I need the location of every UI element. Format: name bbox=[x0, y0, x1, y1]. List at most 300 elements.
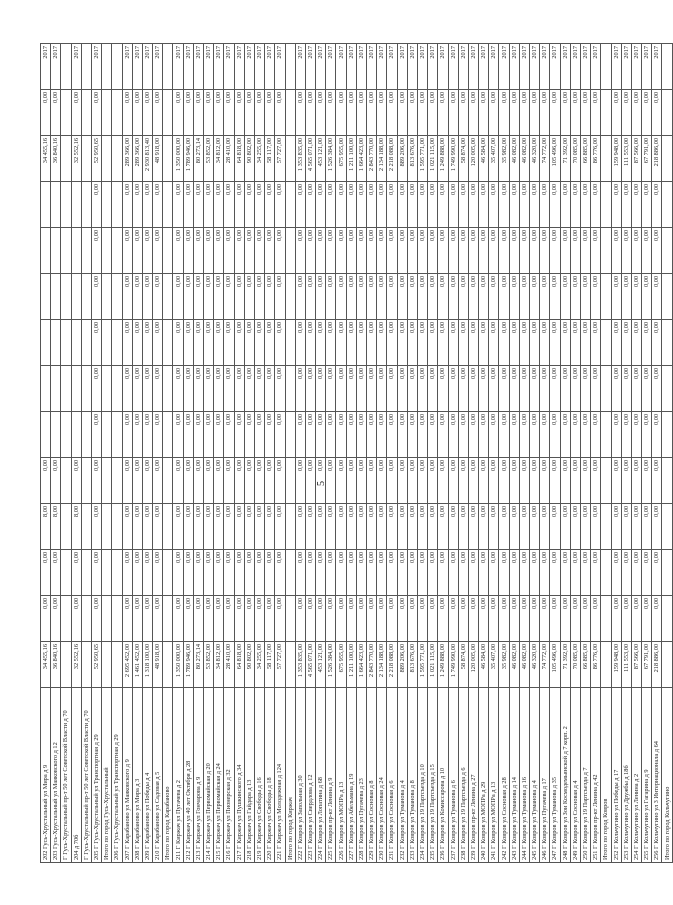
value-cell: 0,00 bbox=[631, 273, 641, 319]
value-cell: 0,00 bbox=[244, 319, 254, 365]
value-cell: 0,00 bbox=[489, 89, 499, 135]
value-cell: 0,00 bbox=[540, 181, 550, 227]
value-cell: 1 749 990,00 bbox=[448, 641, 458, 687]
address-cell: 234 Г Ковров ул 19 Партсъезда д 10 bbox=[417, 687, 427, 862]
address-cell: 218 Г Киржач ул Гайдара д 13 bbox=[244, 687, 254, 862]
value-cell: 0,00 bbox=[397, 549, 407, 595]
value-cell: 0,00 bbox=[305, 319, 315, 365]
value-cell: 0,00 bbox=[652, 181, 662, 227]
value-cell: 0,00 bbox=[305, 549, 315, 595]
value-cell: 0,00 bbox=[214, 549, 224, 595]
value-cell: 0,00 bbox=[448, 411, 458, 457]
value-cell: 0,00 bbox=[387, 503, 397, 549]
value-cell: 0,00 bbox=[652, 89, 662, 135]
value-cell: 0,00 bbox=[204, 273, 214, 319]
value-cell bbox=[163, 181, 173, 227]
value-cell bbox=[662, 503, 672, 549]
value-cell bbox=[662, 365, 672, 411]
value-cell: 0,00 bbox=[356, 181, 366, 227]
value-cell: 0,00 bbox=[580, 365, 590, 411]
address-cell: 225 Г Ковров пр-кт Ленина д 9 bbox=[326, 687, 336, 862]
value-cell bbox=[285, 135, 295, 181]
value-cell: 0,00 bbox=[417, 227, 427, 273]
value-cell bbox=[102, 595, 112, 641]
value-cell: 0,00 bbox=[254, 457, 264, 503]
value-cell: 0,00 bbox=[519, 89, 529, 135]
value-cell: 87 566,00 bbox=[631, 135, 641, 181]
value-cell bbox=[163, 273, 173, 319]
value-cell: 1 211 100,00 bbox=[346, 135, 356, 181]
value-cell bbox=[285, 273, 295, 319]
value-cell: 0,00 bbox=[540, 457, 550, 503]
value-cell bbox=[112, 181, 122, 227]
table-row bbox=[122, 43, 132, 862]
value-cell: 2017 bbox=[611, 43, 621, 89]
value-cell bbox=[163, 549, 173, 595]
value-cell: 0,00 bbox=[224, 549, 234, 595]
value-cell: 0,00 bbox=[224, 411, 234, 457]
table-row bbox=[41, 43, 51, 862]
value-cell: 2017 bbox=[275, 43, 285, 89]
value-cell: 0,00 bbox=[254, 365, 264, 411]
value-cell: 0,00 bbox=[428, 319, 438, 365]
value-cell: 0,00 bbox=[631, 503, 641, 549]
value-cell: 0,00 bbox=[417, 503, 427, 549]
value-cell: 0,00 bbox=[224, 319, 234, 365]
value-cell: 0,00 bbox=[448, 503, 458, 549]
value-cell: 0,00 bbox=[122, 595, 132, 641]
value-cell: 35 982,00 bbox=[499, 135, 509, 181]
value-cell: 0,00 bbox=[183, 273, 193, 319]
value-cell: 35 982,00 bbox=[499, 641, 509, 687]
value-cell: 0,00 bbox=[305, 273, 315, 319]
value-cell: 0,00 bbox=[407, 181, 417, 227]
value-cell: 0,00 bbox=[183, 227, 193, 273]
address-cell: 203 Гусь-Хрустальный ул Маяковского д 12 bbox=[51, 687, 61, 862]
value-cell bbox=[601, 89, 611, 135]
value-cell: 0,00 bbox=[193, 319, 203, 365]
value-cell: 0,00 bbox=[468, 549, 478, 595]
value-cell: 0,00 bbox=[254, 503, 264, 549]
value-cell: 0,00 bbox=[468, 595, 478, 641]
value-cell: 0,00 bbox=[244, 227, 254, 273]
value-cell bbox=[102, 549, 112, 595]
value-cell: 0,00 bbox=[336, 273, 346, 319]
value-cell: 0,00 bbox=[417, 89, 427, 135]
value-cell: 2017 bbox=[468, 43, 478, 89]
value-cell: 0,00 bbox=[254, 181, 264, 227]
value-cell: 0,00 bbox=[234, 457, 244, 503]
value-cell bbox=[662, 227, 672, 273]
value-cell: 0,00 bbox=[499, 273, 509, 319]
value-cell: 0,00 bbox=[305, 595, 315, 641]
value-cell: 0,00 bbox=[540, 273, 550, 319]
value-cell: 1 249 888,00 bbox=[438, 135, 448, 181]
address-cell: 208 Г Карабаново ул Мира д 3 bbox=[132, 687, 142, 862]
value-cell bbox=[81, 181, 91, 227]
value-cell: 0,00 bbox=[265, 319, 275, 365]
value-cell bbox=[102, 227, 112, 273]
value-cell: 0,00 bbox=[153, 457, 163, 503]
value-cell: 0,00 bbox=[652, 503, 662, 549]
value-cell: 0,00 bbox=[275, 365, 285, 411]
value-cell: 0,00 bbox=[254, 411, 264, 457]
value-cell: 2 134 188,00 bbox=[377, 641, 387, 687]
value-cell bbox=[102, 319, 112, 365]
value-cell: 0,00 bbox=[326, 319, 336, 365]
value-cell: 0,00 bbox=[91, 319, 101, 365]
address-cell: 215 Г Киржач ул Первомайская д 24 bbox=[214, 687, 224, 862]
value-cell: 66 885,00 bbox=[580, 135, 590, 181]
value-cell: 0,00 bbox=[142, 411, 152, 457]
value-cell: 2017 bbox=[295, 43, 305, 89]
value-cell: 0,00 bbox=[234, 227, 244, 273]
value-cell: 0,00 bbox=[132, 89, 142, 135]
value-cell: 1 318 100,00 bbox=[142, 641, 152, 687]
value-cell: 0,00 bbox=[519, 457, 529, 503]
value-cell: 0,00 bbox=[397, 457, 407, 503]
value-cell: 0,00 bbox=[326, 411, 336, 457]
value-cell: 0,00 bbox=[468, 319, 478, 365]
address-cell: 219 Г Киржач ул Свободы д 16 bbox=[254, 687, 264, 862]
value-cell bbox=[112, 549, 122, 595]
value-cell: 0,00 bbox=[367, 411, 377, 457]
address-cell: 228 Г Ковров ул Пугачева д 23 bbox=[356, 687, 366, 862]
value-cell: 2017 bbox=[652, 43, 662, 89]
value-cell: 0,00 bbox=[122, 319, 132, 365]
value-cell bbox=[601, 43, 611, 89]
value-cell: 0,00 bbox=[91, 503, 101, 549]
value-cell bbox=[601, 273, 611, 319]
value-cell: 0,00 bbox=[204, 365, 214, 411]
table-row bbox=[367, 43, 377, 862]
value-cell: 0,00 bbox=[591, 227, 601, 273]
address-cell: 207 Г Карабаново ул Маяковского д 9 bbox=[122, 687, 132, 862]
value-cell: 2017 bbox=[550, 43, 560, 89]
value-cell: 0,00 bbox=[356, 503, 366, 549]
value-cell: 0,00 bbox=[295, 227, 305, 273]
value-cell: 0,00 bbox=[489, 365, 499, 411]
value-cell: 0,00 bbox=[509, 595, 519, 641]
table-row bbox=[448, 43, 458, 862]
value-cell bbox=[102, 89, 112, 135]
value-cell bbox=[112, 457, 122, 503]
value-cell bbox=[61, 89, 71, 135]
value-cell: 1 353 835,00 bbox=[295, 135, 305, 181]
value-cell bbox=[81, 595, 91, 641]
value-cell: 0,00 bbox=[193, 595, 203, 641]
value-cell: 0,00 bbox=[356, 273, 366, 319]
value-cell: 0,00 bbox=[621, 273, 631, 319]
value-cell: 2017 bbox=[204, 43, 214, 89]
value-cell bbox=[81, 227, 91, 273]
value-cell: 0,00 bbox=[479, 181, 489, 227]
table-row bbox=[479, 43, 489, 862]
value-cell: 0,00 bbox=[458, 503, 468, 549]
value-cell: 0,00 bbox=[305, 89, 315, 135]
address-cell: 233 Г Ковров ул Туманова д 8 bbox=[407, 687, 417, 862]
value-cell: 0,00 bbox=[173, 89, 183, 135]
value-cell bbox=[601, 227, 611, 273]
value-cell: 0,00 bbox=[346, 319, 356, 365]
value-cell: 0,00 bbox=[254, 273, 264, 319]
table-row bbox=[112, 43, 122, 862]
value-cell bbox=[163, 641, 173, 687]
value-cell: 0,00 bbox=[387, 89, 397, 135]
value-cell: 0,00 bbox=[367, 273, 377, 319]
value-cell: 0,00 bbox=[438, 319, 448, 365]
value-cell bbox=[61, 503, 71, 549]
value-cell: 889 206,00 bbox=[397, 135, 407, 181]
value-cell bbox=[662, 43, 672, 89]
value-cell: 0,00 bbox=[265, 503, 275, 549]
value-cell: 0,00 bbox=[397, 89, 407, 135]
value-cell: 0,00 bbox=[387, 411, 397, 457]
value-cell: 0,00 bbox=[642, 503, 652, 549]
address-cell: 238 Г Ковров ул 19 Партсъезда д 6 bbox=[458, 687, 468, 862]
value-cell: 0,00 bbox=[295, 365, 305, 411]
value-cell: 0,00 bbox=[316, 549, 326, 595]
value-cell: 2017 bbox=[142, 43, 152, 89]
value-cell: 0,00 bbox=[458, 227, 468, 273]
value-cell: 0,00 bbox=[611, 319, 621, 365]
value-cell: 0,00 bbox=[570, 89, 580, 135]
value-cell: 2017 bbox=[193, 43, 203, 89]
value-cell: 0,00 bbox=[224, 181, 234, 227]
value-cell: 0,00 bbox=[570, 549, 580, 595]
value-cell: 0,00 bbox=[153, 319, 163, 365]
value-cell: 2017 bbox=[234, 43, 244, 89]
value-cell bbox=[285, 89, 295, 135]
value-cell: 0,00 bbox=[367, 549, 377, 595]
value-cell: 0,00 bbox=[611, 595, 621, 641]
value-cell: 0,00 bbox=[540, 89, 550, 135]
value-cell bbox=[662, 457, 672, 503]
value-cell: 0,00 bbox=[244, 549, 254, 595]
value-cell: 2017 bbox=[387, 43, 397, 89]
value-cell: 58 874,00 bbox=[458, 641, 468, 687]
value-cell: 0,00 bbox=[224, 595, 234, 641]
value-cell: 0,00 bbox=[132, 503, 142, 549]
value-cell: 0,00 bbox=[183, 595, 193, 641]
value-cell: 0,00 bbox=[224, 227, 234, 273]
table-row bbox=[275, 43, 285, 862]
address-cell: 205 Г Гусь-Хрустальный ул Транспортная д 29 bbox=[91, 687, 101, 862]
value-cell: 0,00 bbox=[377, 89, 387, 135]
value-cell: 0,00 bbox=[591, 457, 601, 503]
value-cell: 0,00 bbox=[489, 457, 499, 503]
value-cell: 90 802,00 bbox=[244, 641, 254, 687]
value-cell: 0,00 bbox=[580, 549, 590, 595]
value-cell: 0,00 bbox=[326, 365, 336, 411]
value-cell bbox=[601, 365, 611, 411]
value-cell: 0,00 bbox=[316, 181, 326, 227]
value-cell: 0,00 bbox=[428, 457, 438, 503]
value-cell bbox=[285, 43, 295, 89]
value-cell: 0,00 bbox=[631, 457, 641, 503]
value-cell: 8,00 bbox=[71, 503, 81, 549]
value-cell bbox=[81, 503, 91, 549]
value-cell: 0,00 bbox=[204, 227, 214, 273]
value-cell: 0,00 bbox=[367, 89, 377, 135]
value-cell bbox=[285, 595, 295, 641]
value-cell: 0,00 bbox=[153, 89, 163, 135]
table-row bbox=[438, 43, 448, 862]
table-row bbox=[560, 43, 570, 862]
value-cell: 1 353 835,00 bbox=[295, 641, 305, 687]
table-row bbox=[244, 43, 254, 862]
value-cell: 0,00 bbox=[51, 549, 61, 595]
value-cell: 0,00 bbox=[560, 503, 570, 549]
address-cell: 250 Г Ковров ул 19 Партсъезда д 7 bbox=[580, 687, 590, 862]
value-cell: 0,00 bbox=[265, 549, 275, 595]
value-cell: 0,00 bbox=[397, 503, 407, 549]
value-cell: 0,00 bbox=[652, 319, 662, 365]
address-cell: 222 Г Ковров ул Запольная д 30 bbox=[295, 687, 305, 862]
value-cell: 0,00 bbox=[173, 181, 183, 227]
value-cell: 0,00 bbox=[91, 227, 101, 273]
value-cell: 0,00 bbox=[204, 181, 214, 227]
value-cell: 0,00 bbox=[550, 457, 560, 503]
value-cell: 0,00 bbox=[519, 227, 529, 273]
value-cell: 0,00 bbox=[448, 549, 458, 595]
value-cell: 0,00 bbox=[244, 457, 254, 503]
value-cell bbox=[51, 365, 61, 411]
address-cell: 232 Г Ковров ул Туманова д 4 bbox=[397, 687, 407, 862]
address-cell: 243 Г Ковров ул Туманова д 14 bbox=[509, 687, 519, 862]
value-cell bbox=[61, 135, 71, 181]
value-cell: 2017 bbox=[356, 43, 366, 89]
value-cell: 35 407,00 bbox=[489, 641, 499, 687]
value-cell: 675 955,00 bbox=[336, 641, 346, 687]
value-cell: 2017 bbox=[305, 43, 315, 89]
table-row bbox=[265, 43, 275, 862]
value-cell: 0,00 bbox=[214, 365, 224, 411]
value-cell: 0,00 bbox=[326, 457, 336, 503]
value-cell bbox=[662, 595, 672, 641]
value-cell: 0,00 bbox=[611, 181, 621, 227]
value-cell: 0,00 bbox=[244, 181, 254, 227]
address-cell: 252 Г Кольчугино ул Победы д 17 bbox=[611, 687, 621, 862]
value-cell: 0,00 bbox=[479, 365, 489, 411]
value-cell: 46 082,00 bbox=[509, 135, 519, 181]
value-cell: 0,00 bbox=[387, 273, 397, 319]
value-cell: 87 566,00 bbox=[631, 641, 641, 687]
value-cell: 0,00 bbox=[519, 273, 529, 319]
value-cell: 0,00 bbox=[407, 89, 417, 135]
value-cell: 2017 bbox=[540, 43, 550, 89]
value-cell: 2017 bbox=[458, 43, 468, 89]
value-cell: 0,00 bbox=[560, 181, 570, 227]
value-cell: 0,00 bbox=[71, 595, 81, 641]
value-cell: 218 886,00 bbox=[652, 641, 662, 687]
address-cell: 251 Г Ковров пр-кт Ленина д 42 bbox=[591, 687, 601, 862]
table-row bbox=[132, 43, 142, 862]
value-cell: 0,00 bbox=[387, 365, 397, 411]
value-cell bbox=[41, 365, 51, 411]
value-cell: 0,00 bbox=[489, 595, 499, 641]
value-cell: 46 584,00 bbox=[479, 641, 489, 687]
value-cell: 0,00 bbox=[570, 319, 580, 365]
value-cell: 0,00 bbox=[611, 227, 621, 273]
value-cell: 0,00 bbox=[305, 227, 315, 273]
value-cell: 0,00 bbox=[234, 365, 244, 411]
value-cell: 46 082,00 bbox=[519, 641, 529, 687]
value-cell: 0,00 bbox=[489, 181, 499, 227]
value-cell: 0,00 bbox=[540, 227, 550, 273]
value-cell: 0,00 bbox=[642, 365, 652, 411]
value-cell: 0,00 bbox=[132, 595, 142, 641]
value-cell: 0,00 bbox=[499, 365, 509, 411]
value-cell: 0,00 bbox=[356, 227, 366, 273]
value-cell: 0,00 bbox=[214, 273, 224, 319]
value-cell: 0,00 bbox=[91, 549, 101, 595]
value-cell bbox=[112, 227, 122, 273]
value-cell: 0,00 bbox=[631, 549, 641, 595]
value-cell: 0,00 bbox=[468, 89, 478, 135]
value-cell bbox=[601, 135, 611, 181]
value-cell: 0,00 bbox=[41, 89, 51, 135]
table-row bbox=[407, 43, 417, 862]
value-cell: 0,00 bbox=[244, 89, 254, 135]
value-cell: 0,00 bbox=[509, 503, 519, 549]
value-cell: 0,00 bbox=[580, 411, 590, 457]
table-row bbox=[295, 43, 305, 862]
value-cell: 0,00 bbox=[336, 89, 346, 135]
value-cell bbox=[51, 273, 61, 319]
value-cell: 32 552,16 bbox=[71, 135, 81, 181]
value-cell bbox=[601, 457, 611, 503]
value-cell: 0,00 bbox=[346, 549, 356, 595]
value-cell: 111 553,00 bbox=[621, 641, 631, 687]
value-cell: 58 117,00 bbox=[265, 135, 275, 181]
value-cell: 0,00 bbox=[580, 273, 590, 319]
value-cell: 0,00 bbox=[652, 595, 662, 641]
value-cell: 2 930 813,40 bbox=[142, 135, 152, 181]
table-row bbox=[71, 43, 81, 862]
value-cell bbox=[163, 457, 173, 503]
value-cell bbox=[112, 411, 122, 457]
value-cell: 0,00 bbox=[428, 549, 438, 595]
value-cell: 0,00 bbox=[428, 181, 438, 227]
value-cell bbox=[41, 273, 51, 319]
value-cell: 0,00 bbox=[489, 227, 499, 273]
value-cell: 0,00 bbox=[428, 503, 438, 549]
value-cell: 0,00 bbox=[580, 227, 590, 273]
value-cell: 2 218 088,00 bbox=[387, 135, 397, 181]
value-cell: 0,00 bbox=[560, 411, 570, 457]
value-cell: 0,00 bbox=[183, 549, 193, 595]
value-cell: 0,00 bbox=[530, 89, 540, 135]
value-cell: 2017 bbox=[642, 43, 652, 89]
value-cell: 0,00 bbox=[336, 181, 346, 227]
value-cell: 0,00 bbox=[153, 181, 163, 227]
value-cell: 2017 bbox=[519, 43, 529, 89]
value-cell: 0,00 bbox=[183, 365, 193, 411]
value-cell: 0,00 bbox=[468, 457, 478, 503]
value-cell: 0,00 bbox=[611, 365, 621, 411]
value-cell: 0,00 bbox=[560, 89, 570, 135]
value-cell: 0,00 bbox=[621, 457, 631, 503]
value-cell: 0,00 bbox=[448, 227, 458, 273]
value-cell: 0,00 bbox=[397, 319, 407, 365]
value-cell: 57 727,00 bbox=[275, 641, 285, 687]
value-cell: 813 676,00 bbox=[407, 135, 417, 181]
value-cell: 0,00 bbox=[519, 595, 529, 641]
value-cell: 0,00 bbox=[183, 457, 193, 503]
value-cell: 675 955,00 bbox=[336, 135, 346, 181]
value-cell: 0,00 bbox=[224, 457, 234, 503]
